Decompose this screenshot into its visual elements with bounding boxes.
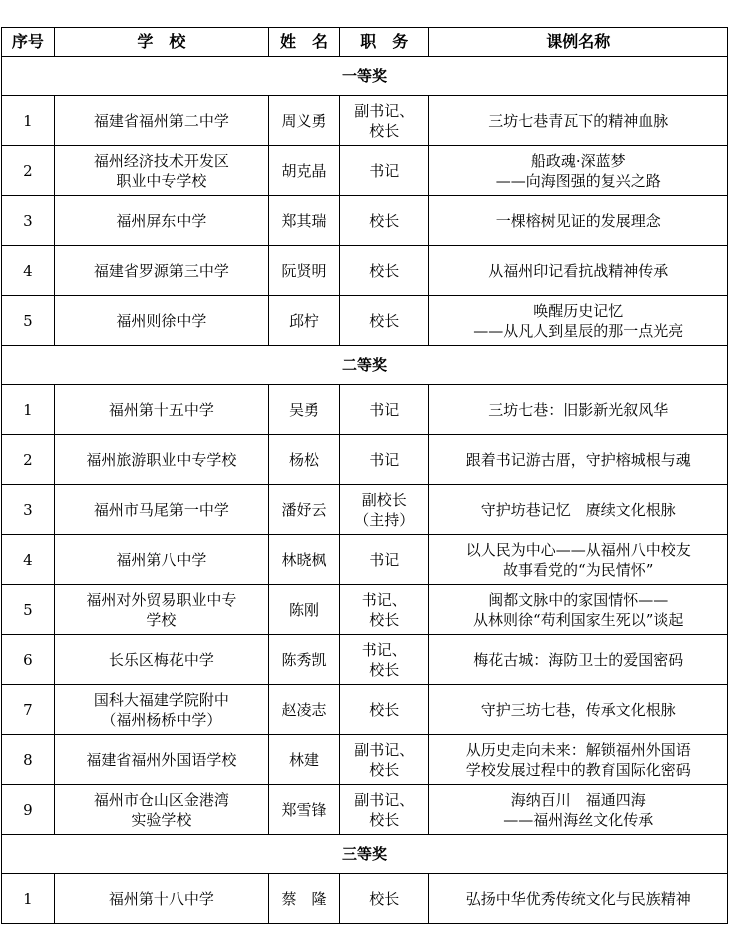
table-row (2, 146, 728, 196)
position-cell: 书记 (340, 535, 429, 585)
table-row (2, 485, 728, 535)
position-cell: 校长 (340, 196, 429, 246)
position-cell: 书记 (340, 146, 429, 196)
lesson-title: 以人民为中心——从福州八中校友 故事看党的“为民情怀” (429, 535, 728, 585)
lesson-title: 船政魂·深蓝梦 ——向海图强的复兴之路 (429, 146, 728, 196)
school-cell: 福州屏东中学 (54, 196, 268, 246)
lesson-title: 三坊七巷：旧影新光叙风华 (429, 385, 728, 435)
position-cell: 副校长 （主持） (340, 485, 429, 535)
table-row (2, 196, 728, 246)
lesson-title: 从历史走向未来：解锁福州外国语 学校发展过程中的教育国际化密码 (429, 735, 728, 785)
school-cell: 福建省罗源第三中学 (54, 246, 268, 296)
header-title: 课例名称 (429, 28, 728, 57)
row-number: 6 (2, 635, 55, 685)
header-school: 学 校 (54, 28, 268, 57)
table-row (2, 385, 728, 435)
position-cell: 副书记、 校长 (340, 785, 429, 835)
table-row (2, 585, 728, 635)
row-number: 9 (2, 785, 55, 835)
section-title: 二等奖 (2, 346, 728, 385)
header-role: 职 务 (340, 28, 429, 57)
lesson-title: 唤醒历史记忆 ——从凡人到星辰的那一点光亮 (429, 296, 728, 346)
position-cell: 书记 (340, 385, 429, 435)
row-number: 4 (2, 535, 55, 585)
table-header-row (2, 28, 728, 57)
lesson-title: 守护三坊七巷，传承文化根脉 (429, 685, 728, 735)
award-table-container (1, 27, 728, 924)
lesson-title: 弘扬中华优秀传统文化与民族精神 (429, 874, 728, 924)
table-row (2, 635, 728, 685)
person-name: 郑其瑞 (269, 196, 340, 246)
school-cell: 福州市仓山区金港湾 实验学校 (54, 785, 268, 835)
lesson-title: 一棵榕树见证的发展理念 (429, 196, 728, 246)
lesson-title: 从福州印记看抗战精神传承 (429, 246, 728, 296)
school-cell: 福建省福州第二中学 (54, 96, 268, 146)
school-cell: 福建省福州外国语学校 (54, 735, 268, 785)
table-row (2, 735, 728, 785)
header-name: 姓 名 (269, 28, 340, 57)
person-name: 周义勇 (269, 96, 340, 146)
table-row (2, 96, 728, 146)
person-name: 潘妤云 (269, 485, 340, 535)
person-name: 胡克晶 (269, 146, 340, 196)
person-name: 郑雪锋 (269, 785, 340, 835)
position-cell: 校长 (340, 685, 429, 735)
school-cell: 福州经济技术开发区 职业中专学校 (54, 146, 268, 196)
lesson-title: 三坊七巷青瓦下的精神血脉 (429, 96, 728, 146)
row-number: 2 (2, 435, 55, 485)
position-cell: 书记 (340, 435, 429, 485)
person-name: 林晓枫 (269, 535, 340, 585)
section-title: 一等奖 (2, 57, 728, 96)
lesson-title: 闽都文脉中的家国情怀—— 从林则徐“苟利国家生死以”谈起 (429, 585, 728, 635)
person-name: 吴勇 (269, 385, 340, 435)
row-number: 5 (2, 585, 55, 635)
school-cell: 福州旅游职业中专学校 (54, 435, 268, 485)
person-name: 阮贤明 (269, 246, 340, 296)
section-row (2, 346, 728, 385)
row-number: 3 (2, 196, 55, 246)
header-no: 序号 (2, 28, 55, 57)
table-row (2, 874, 728, 924)
position-cell: 校长 (340, 296, 429, 346)
school-cell: 福州第八中学 (54, 535, 268, 585)
person-name: 林建 (269, 735, 340, 785)
section-title: 三等奖 (2, 835, 728, 874)
school-cell: 福州第十八中学 (54, 874, 268, 924)
school-cell: 福州对外贸易职业中专 学校 (54, 585, 268, 635)
person-name: 蔡 隆 (269, 874, 340, 924)
person-name: 陈秀凯 (269, 635, 340, 685)
position-cell: 副书记、 校长 (340, 96, 429, 146)
section-row (2, 57, 728, 96)
person-name: 陈刚 (269, 585, 340, 635)
section-row (2, 835, 728, 874)
table-row (2, 685, 728, 735)
row-number: 1 (2, 385, 55, 435)
table-row (2, 296, 728, 346)
row-number: 8 (2, 735, 55, 785)
lesson-title: 海纳百川 福通四海 ——福州海丝文化传承 (429, 785, 728, 835)
row-number: 4 (2, 246, 55, 296)
table-row (2, 246, 728, 296)
row-number: 1 (2, 874, 55, 924)
position-cell: 副书记、 校长 (340, 735, 429, 785)
lesson-title: 梅花古城：海防卫士的爱国密码 (429, 635, 728, 685)
position-cell: 校长 (340, 874, 429, 924)
position-cell: 书记、 校长 (340, 585, 429, 635)
row-number: 2 (2, 146, 55, 196)
position-cell: 书记、 校长 (340, 635, 429, 685)
lesson-title: 守护坊巷记忆 赓续文化根脉 (429, 485, 728, 535)
row-number: 3 (2, 485, 55, 535)
table-row (2, 785, 728, 835)
person-name: 邱柠 (269, 296, 340, 346)
lesson-title: 跟着书记游古厝，守护榕城根与魂 (429, 435, 728, 485)
person-name: 杨松 (269, 435, 340, 485)
position-cell: 校长 (340, 246, 429, 296)
school-cell: 福州则徐中学 (54, 296, 268, 346)
row-number: 7 (2, 685, 55, 735)
table-body (2, 57, 728, 924)
school-cell: 长乐区梅花中学 (54, 635, 268, 685)
school-cell: 福州第十五中学 (54, 385, 268, 435)
table-row (2, 535, 728, 585)
school-cell: 福州市马尾第一中学 (54, 485, 268, 535)
award-table (1, 27, 728, 924)
person-name: 赵凌志 (269, 685, 340, 735)
table-row (2, 435, 728, 485)
row-number: 5 (2, 296, 55, 346)
row-number: 1 (2, 96, 55, 146)
school-cell: 国科大福建学院附中 （福州杨桥中学） (54, 685, 268, 735)
